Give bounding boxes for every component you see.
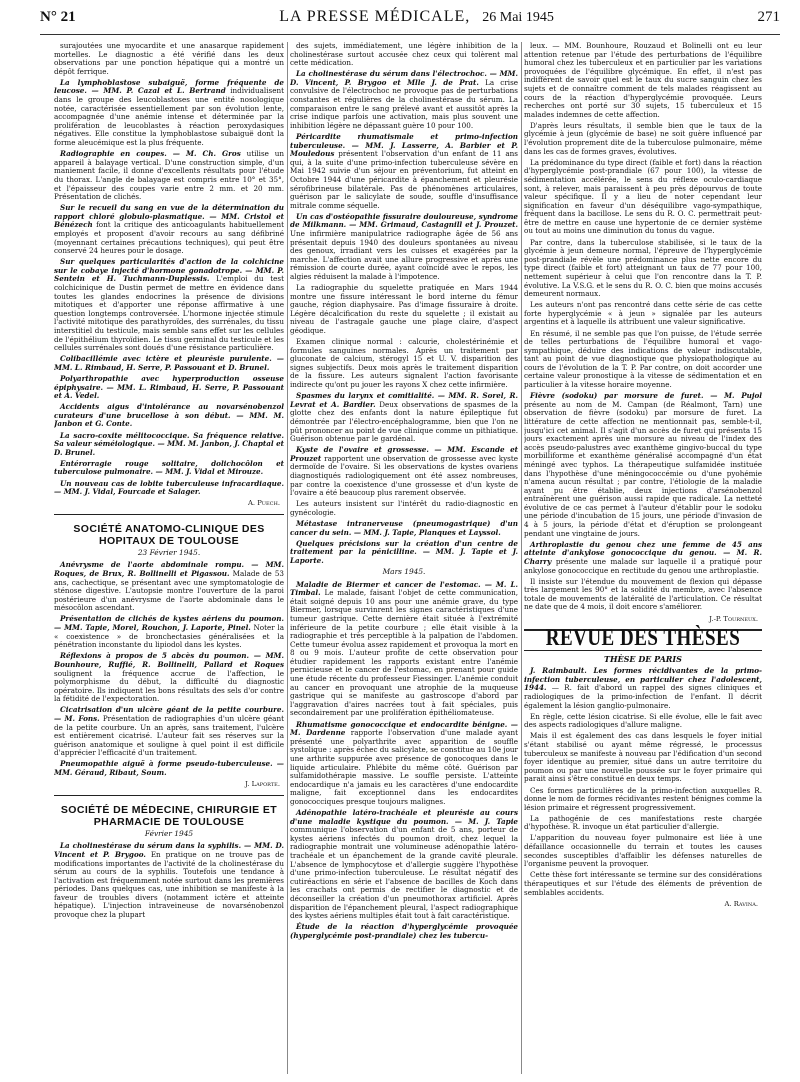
communication	[290, 284, 518, 336]
communication	[290, 500, 518, 517]
communication	[54, 403, 284, 429]
column-divider	[521, 42, 522, 1074]
communication-title: La cholinestérase du sérum dans la syphilis. — MM. D. Vincent et P. Brygoo.	[54, 841, 284, 859]
paragraphs	[524, 122, 762, 390]
communication-title: Colibacillémie avec ictère et pleurésie purulente. — MM. L. Rimbaud, H. Serre, P. Passouant et D. Brunel.	[54, 354, 284, 372]
section-title: SOCIÉTÉ ANATOMO-CLINIQUE DES HOPITAUX DE TOULOUSE	[73, 522, 265, 547]
communication-body: présentent l'observation d'un enfant de 11 ans qui, à la suite d'une primo-infection tuberculeuse sévère en Mai 1942 suivie d'un séjour en préventorium, fut atteint en Octobre 1944 d'une péricardite à épanchement et pleurésie sérofibrineuse bilatérale. Pas de phénomènes articulaires, guérison par le salicylate de soude, souffle d'insuffisance mitrale comme séquelle.	[290, 149, 518, 210]
communication-title: Un nouveau cas de lobite tuberculeuse infracardiaque. — MM. J. Vidal, Fourcade et Salager.	[54, 478, 284, 497]
communication	[54, 652, 284, 704]
session-date: 23 Février 1945.	[137, 547, 201, 557]
session-date: Mars 1945.	[382, 566, 426, 576]
column-divider	[287, 42, 288, 1074]
communication-title: La lymphoblastose subaiguë, forme fréquente de leucose. — MM. P. Cazal et L. Bertrand	[54, 77, 284, 96]
paragraph: surajoutées une myocardite et une anasarque rapidement mortelles. Le diagnostic a été vérifié dans les deux observations par une ponction hépatique qui a montré un dépôt ferrique.	[54, 42, 284, 76]
paragraph: D'après leurs résultats, il semble bien que le taux de la glycémie à jeun (glycémie de base) ne soit guère influencé par l'évolution proprement dite de la tuberculose pulmonaire, même dans les cas de formes graves, évolutives.	[524, 120, 762, 156]
communications-list	[524, 392, 762, 612]
communication	[290, 446, 518, 498]
communication-body: La radiographie du squelette pratiquée en Mars 1944 montre une fissure intéressant le bord interne du fémur gauche, région diaphysaire. Pas d'image fissuraire à droite. Légère décalcification du reste du squelette ; il existait au niveau de l'astragale gauche une plage claire, d'aspect géodique.	[290, 283, 518, 335]
communication-title: Sur quelques particularités d'action de la colchicine sur le cobaye injecté d'hormone gonadotrope. — MM. P. Sentein et H. Tuchmann-Duplessis.	[54, 257, 284, 284]
communication	[54, 355, 284, 372]
communication	[290, 133, 518, 210]
communication-body: soulignent la fréquence accrue de l'affection, le polymorphisme du début, la difficulté du diagnostic opératoire. Ils indiquent les bons résultats des sels d'or contre la fétidité de l'expectoration.	[54, 668, 284, 704]
signature: A. Puech.	[247, 499, 280, 508]
communications-list	[290, 70, 518, 565]
communication-title: Radiographie en coupes. — M. Ch. Gros	[60, 149, 241, 159]
issue-number: N° 21	[40, 9, 76, 25]
communication	[290, 338, 518, 390]
communication	[54, 706, 284, 758]
communication-title: Fièvre (sodoku) par morsure de furet. — M. Pujol	[530, 391, 762, 401]
communication-title: Rhumatisme gonococcique et endocardite bénigne. — M. Dardenne	[290, 719, 518, 738]
communication	[54, 432, 284, 458]
issue-date: 26 Mai 1945	[482, 10, 554, 25]
communication-body: Noter la « coexistence » de bronchectasies généralisées et la pénétration inconstante du lipiodol dans les kystes.	[54, 623, 284, 650]
session-date: Février 1945	[144, 828, 194, 838]
communication	[290, 809, 518, 921]
section-rule	[54, 795, 284, 796]
journal-masthead	[279, 8, 554, 26]
communication-body: rapporte l'observation d'une malade ayant présenté une polyarthrite avec apparition de souffle systolique : après échec du salicylate, se constitue au 10e jour une arthrite suppurée avec présence de gonocoques dans le liquide articulaire. Phlébite du même côté. Guérison par sulfamidothérapie massive. Le souffle persiste. L'atteinte endocardique n'a jamais eu les caractères d'une endocardite maligne, fait exceptionnel dans les endocardites gonococciques presque toujours malignes.	[290, 728, 518, 806]
column-3	[524, 42, 762, 1078]
communication-title: Cicatrisation d'un ulcère géant de la petite courbure. — M. Fons.	[54, 705, 284, 723]
communication-body: présente au nom de M. Campan (de Réalmont, Tarn) une observation de fièvre (sodoku) par morsure de furet. La littérature de cette affection ne mentionnait pas, semble-t-il, jusqu'ici cet animal. Il s'agit d'un accès de furet qui présenta 15 jours exactement après une morsure au niveau de l'index des accès pseudo-palustres avec exanthème gingivo-buccal du type morbilliforme et exanthème généralisé accompagné d'un état méningé avec typhos. La thérapeutique sulfamidée instituée dans l'hypothèse d'une méningococcémie ou d'une pyohémie n'amena aucun résultat ; par contre, l'étiologie de la maladie ayant pu être établie, deux injections d'arsénobenzol entraînèrent une guérison aussi rapide que radicale. La netteté évolutive de ce cas permet à l'auteur d'établir pour le sodoku une période d'incubation de 15 jours, une période d'invasion de 4 à 5 jours, la période d'état et d'éruption se prolongeant pendant une vingtaine de jours.	[524, 399, 762, 538]
paragraph: Par contre, dans la tuberculose stabilisée, si le taux de la glycémie à jeun demeure normal, l'épreuve de l'hyperglycémie post-prandiale révèle une prédominance plus nette encore du type direct (faible et fort) atteignant un taux de 77 pour 100, nettement supérieur à celui que l'on rencontre dans la T. P. évolutive. La V.S.G. et le sens du R. O. C. bien que moins accusés demeurent normaux.	[524, 237, 762, 299]
communication-body: communique l'observation d'un enfant de 5 ans, porteur de kystes aériens infectés du poumon droit, chez lequel la radiographie montrait une volumineuse adénopathie latéro-trachéale et un épanchement de la grande cavité pleurale. L'absence de lymphocytose et d'allergie suggère l'hypothèse d'une primo-infection tuberculeuse. Le résultat négatif des cutiréactions en série et l'absence de bacilles de Koch dans les crachats ont permis de rectifier le diagnostic et de déconseiller la création d'un pneumothorax artificiel. Après disparition de l'épanchement pleural, l'aspect radiographique des kystes aériens multiples était tout à fait caractéristique.	[290, 825, 518, 921]
communication	[54, 79, 284, 148]
paragraph: Ces formes particulières de la primo-infection auxquelles R. donne le nom de formes récidivantes restent bénignes comme la lésion primaire et régressent progressivement.	[524, 785, 762, 812]
communication	[524, 578, 762, 612]
communication-body: Présentation de radiographies d'un ulcère géant de la petite courbure. Un an après, sans traitement, l'ulcère est entièrement cicatrisé. L'auteur fait ses réserves sur la guérison anatomique et souligne à quel point il est difficile d'apprécier l'efficacité d'un traitement.	[54, 713, 284, 758]
signature: J.-P. Tourneux.	[709, 614, 758, 623]
paragraph: Cette thèse fort intéressante se termine sur des considérations thérapeutiques et sur l'étude des éléments de prévention de semblables accidents.	[524, 870, 762, 897]
communication-body: rapportent une observation de grossesse avec kyste dermoïde de l'ovaire. Si les observations de kystes ovariens diagnostiqués radiologiquement ont été assez nombreuses, par contre la coexistence d'une grossesse et d'un kyste de l'ovaire a été beaucoup plus rarement observée.	[290, 453, 518, 498]
paragraph: leux. — MM. Bounhoure, Rouzaud et Bolinelli ont eu leur attention retenue par l'étude des perturbations de l'équilibre humoral chez les tuberculeux et en particulier par les variations provoquées de l'équilibre glycémique. En effet, il n'est pas indifférent de savoir quel est le taux du sucre sanguin chez les sujets et de connaître comment de tels malades réagissent au cours de la réaction d'hyperglycémie provoquée. Leurs recherches ont porté sur 30 sujets, 15 tuberculeux et 15 malades indemnes de cette affection.	[524, 42, 762, 119]
paragraph: Les auteurs n'ont pas rencontré dans cette série de cas cette forte hyperglycémie « à jeun » signalée par les auteurs argentins et à laquelle ils attribuent une valeur significative.	[524, 300, 762, 327]
communication-body: utilise un appareil à balayage vertical. D'une construction simple, d'un maniement facile, il donne d'excellents résultats pour l'étude du thorax. L'angle de balayage est compris entre 10° et 35°, et l'épaisseur des coupes varie entre 2 mm. et 20 mm. Présentation de clichés.	[54, 149, 284, 202]
communication	[290, 540, 518, 566]
communication-title: Un cas d'ostéopathie fissuraire douloureuse, syndrome de Milkmann. — MM. Grimaud, Castagnill et J. Prouzet.	[290, 211, 518, 230]
communication	[290, 721, 518, 807]
communication-title: Réflexions à propos de 5 abcès du poumon. — MM. Bounhoure, Ruffié, R. Bollinelli, Pallard et Roques	[54, 651, 284, 669]
communication-title: La cholinestérase du sérum dans l'électrochoc. — MM. D. Vincent, P. Brygoo et Mlle J. de Prat.	[290, 69, 518, 87]
communication	[54, 204, 284, 256]
paragraph: L'apparition du nouveau foyer pulmonaire est liée à une défaillance occasionnelle du terrain et toutes les causes secondes susceptibles d'affaiblir les défenses naturelles de l'organisme peuvent la provoquer.	[524, 833, 762, 869]
communication	[290, 70, 518, 130]
communication-title: Sur le recueil du sang en vue de la détermination du rapport chloré globulo-plasmatique. — MM. Cristol et Bénézech	[54, 203, 284, 230]
communication-title: Adénopathie latéro-trachéale et pleurésie au cours d'une maladie kystique du poumon. — M. J. Tapie	[290, 807, 518, 826]
communication	[290, 392, 518, 444]
communication	[524, 392, 762, 538]
communication	[524, 541, 762, 575]
thesis-title: J. Raimbault. Les formes récidivantes de la primo-infection tuberculeuse, en particulier chez l'adolescent, 1944.	[524, 666, 762, 693]
communication	[54, 375, 284, 401]
communication-title: Maladie de Biermer et cancer de l'estomac. — M. L. Timbal.	[290, 579, 518, 598]
communications-list	[54, 561, 284, 777]
communication-title: Arthroplastie du genou chez une femme de 45 ans atteinte d'ankylose gonococcique du genou. — M. R. Charry	[524, 539, 762, 566]
communication-body: Examen clinique normal : calcurie, cholestérinémie et formules sanguines normales. Après un traitement par gluconate de calcium, stérogyl 15 et U. V. disparition des signes subjectifs. Deux mois après le traitement disparition de la fissure. Les auteurs signalent l'action favorisante indirecte qu'ont pu jouer les rayons X chez cette infirmière.	[290, 337, 518, 390]
communication-title: Accidents aigus d'intolérance au novarsénobenzol curateurs d'une brucellose à son début. — MM. M. Janbon et G. Conte.	[54, 402, 284, 429]
communication	[54, 842, 284, 919]
communication-title: Anévrysme de l'aorte abdominale rompu. — MM. Roques, de Brux, R. Bollinelli et Pigassou.	[54, 560, 284, 578]
section-title: SOCIÉTÉ DE MÉDECINE, CHIRURGIE ET PHARMACIE DE TOULOUSE	[60, 803, 278, 828]
communication-body: Il insiste sur l'étendue du mouvement de flexion qui dépasse très largement les 90° et la solidité du membre, avec l'absence totale de mouvements de latéralité de l'articulation. Ce résultat ne date que de 4 mois, il doit encore s'améliorer.	[524, 576, 762, 612]
thesis-entry	[524, 667, 762, 710]
communication-body: Malade de 53 ans, cachectique, se présentant avec une symptomatologie de sténose digestive. L'autopsie montre l'ouverture de la paroi postérieure d'un anévrysme de l'aorte abdominale dans le mésocôlon ascendant.	[54, 568, 284, 613]
communication	[54, 760, 284, 777]
communication-title: La sacro-coxite mélitococcique. Sa fréquence relative. Sa valeur séméiologique. — MM. M. Janbon, J. Chaptal et D. Brunel.	[54, 430, 284, 457]
thesis-body: — R. fait d'abord un rappel des signes cliniques et radiologiques de la primo-infection de l'enfant. Il décrit également la lésion ganglio-pulmonaire.	[524, 683, 762, 710]
communication-title: Péricardite rhumatismale et primo-infection tuberculeuse. — MM. J. Lasserre, A. Barbier et P. Mouledous	[290, 131, 518, 159]
communication-body: La crise convulsive de l'électrochoc ne provoque pas de perturbations constantes et régulières de la cholinestérase du sérum. La comparaison entre le sang prélevé avant et aussitôt après la crise indique parfois une activation, mais plus souvent une inhibition légère ne dépassant guère 10 pour 100.	[290, 77, 518, 130]
header-rule	[40, 34, 780, 35]
page-header	[40, 8, 780, 34]
communication-body: individualisent dans le groupe des leucoblastoses une entité nosologique notée, caractérisée essentiellement par son évolution lente, accompagnée d'une anémie intense et déterminée par la prolifération de leucoblastes à réaction peroxydasiques négatives. Elle constitue la lymphoblastose subaiguë dont la forme aleucémique est la plus fréquente.	[54, 86, 284, 148]
communication	[54, 561, 284, 613]
paragraph: La prédominance du type direct (faible et fort) dans la réaction d'hyperglycémie post-prandiale (67 pour 100), la vitesse de sédimentation accélérée, le sens du réflexe oculo-cardiaque sont, à relever, mais paraissent à peu près dépourvus de toute valeur spécifique. Il y a lieu de noter cependant leur signification en faveur d'un déséquilibre vago-sympathique, fréquent dans la bacillose. Le sens du R. O. C. permettrait peut-être de mettre en cause une hypertonie de ce dernier système ou tout au moins une diminution du tonus du vague.	[524, 157, 762, 236]
communication-body: font la critique des anticoagulants habituellement employés et proposent d'avoir recours au sang défibriné (moyennant certaines précautions techniques), qui peut être conservé 24 heures pour le dosage.	[54, 220, 284, 256]
communication	[290, 923, 518, 940]
communication	[290, 581, 518, 719]
communication-title: Étude de la réaction d'hyperglycémie provoquée (hyperglycémie post-prandiale) chez les tubercu-	[290, 922, 518, 940]
communication-title: Kyste de l'ovaire et grossesse. — MM. Escande et Prouzet	[290, 445, 518, 463]
communication	[290, 213, 518, 282]
section-rule	[54, 514, 284, 515]
communication	[54, 460, 284, 477]
communication	[54, 258, 284, 353]
page-number: 271	[757, 9, 780, 25]
communication	[54, 150, 284, 202]
communication-body: Une infirmière manipulatrice radiographe âgée de 56 ans présentait depuis 1940 des douleurs spontanées au niveau des genoux, irradiant vers les cuisses et exagérées par la marche. L'affection avait une allure progressive et après une rémission de courte durée, ayant coïncidé avec le repos, les algies réduisent la malade à l'impotence.	[290, 228, 518, 281]
signature: J. Laporte.	[245, 780, 280, 789]
communication-title: Quelques précisions sur la création d'un centre de traitement par la pénicilline. — MM. J. Tapie et J. Laporte.	[290, 538, 518, 565]
paragraph: En règle, cette lésion cicatrise. Si elle évolue, elle le fait avec des aspects radiologiques d'allure maligne.	[524, 711, 762, 730]
paragraph: Mais il est également des cas dans lesquels le foyer initial s'étant stabilisé ou ayant même régressé, le processus tuberculeux se manifeste à nouveau par l'édification d'un second foyer identique au premier, situé dans un autre territoire du poumon ou par une nouvelle poussée sur le foyer primaire qui parait ainsi s'être constitué en deux temps.	[524, 731, 762, 784]
paragraph: des sujets, immédiatement, une légère inhibition de la cholinestérase surtout accusée chez ceux qui tolèrent mal cette médication.	[290, 42, 518, 68]
communication-title: Présentation de clichés de kystes aériens du poumon. — MM. Tapie, Morel, Rouchon, J. Laporte, Pinel.	[54, 614, 284, 633]
communication-body: présente une malade sur laquelle il a pratiqué pour ankylose gonococcique en rectitude du genou une arthroplastie.	[524, 556, 762, 575]
communication-body: Deux observations de spasmes de la glotte chez des enfants dont la nature épileptique fut démontrée par l'électro-encéphalogramme, bien que l'on ne pût prononcer au point de vue clinique comme un pithiatique. Guérison obtenue par le gardénal.	[290, 399, 518, 444]
communications-list	[290, 581, 518, 941]
column-1	[54, 42, 284, 1078]
communication-body: Le malade, faisant l'objet de cette communication, était soigné depuis 10 ans pour une anémie grave, du type Biermer, lorsque survinrent les signes caractéristiques d'une tumeur gastrique. Cette dernière était située à l'extrémité inférieure de la petite courbure ; elle était visible à la radiographie et très perceptible à la palpation de l'abdomen. Cette tumeur évolua assez rapidement et provoqua la mort en 8 ou 9 mois. L'auteur profite de cette observation pour étudier rapidement les rapports existant entre l'anémie pernicieuse et le cancer de l'estomac, en prenant pour guide une étude récente du professeur Fiessinger. L'anémie conduit au cancer en provoquant une atrophie de la muqueuse gastrique qui se manifeste au gastroscope d'abord par l'aggravation d'aires nacrées tout à fait spéciales, puis secondairement par une prolifération épithéliomateuse.	[290, 588, 518, 718]
communication	[290, 520, 518, 537]
journal-title: LA PRESSE MÉDICALE,	[279, 8, 471, 25]
communication-title: Spasmes du larynx et comitialité. — MM. R. Sorel, R. Levrat et A. Bardier.	[290, 391, 518, 409]
communication-title: Métastase intranerveuse (pneumogastrique) d'un cancer du sein. — MM. J. Tapie, Planques et Layssol.	[290, 518, 518, 537]
paragraph: La pathogénie de ces manifestations reste chargée d'hypothèse. R. invoque un état particulier d'allergie.	[524, 813, 762, 832]
review-section-title: REVUE DES THÈSES	[545, 625, 741, 652]
signature: A. Ravina.	[724, 899, 758, 908]
column-2	[290, 42, 518, 1078]
communication-body: En pratique on ne trouve pas de modifications importantes de l'activité de la cholinestérase du sérum au cours de la syphilis. Toutefois une tendance à l'activation est fréquemment notée surtout dans les premières périodes. Dans quelques cas, une inhibition se manifeste à la faveur de troubles divers (notamment ictère et atteinte hépatique). L'injection intraveineuse de novarsénobenzol provoque chez la plupart	[54, 849, 284, 920]
communication-body: Les auteurs insistent sur l'intérêt du radio-diagnostic en gynécologie.	[290, 499, 518, 517]
communication	[54, 615, 284, 649]
paragraphs	[524, 713, 762, 897]
communication	[54, 480, 284, 497]
paragraph: En résumé, il ne semble pas que l'on puisse, de l'étude serrée de telles perturbations de l'équilibre humoral et vago-sympathique, déduire des indications de valeur indiscutable, tant au point de vue diagnostique que physiopathologique au cours de l'évolution de la T. P. Par contre, on doit accorder une certaine valeur pronostique à la vitesse de sédimentation et en particulier à la vitesse horaire moyenne.	[524, 328, 762, 390]
review-subtitle: THÈSE DE PARIS	[604, 653, 682, 664]
communications-list	[54, 79, 284, 497]
communication-title: Pneumopathie aiguë à forme pseudo-tuberculeuse. — MM. Géraud, Ribaut, Soum.	[54, 759, 284, 778]
communication-body: L'emploi du test colchicinique de Dustin permet de mettre en évidence dans toutes les glandes endocrines la présence de divisions mitotiques et d'apporter une réponse affirmative à une question longtemps controversée. L'hormone injectée stimule l'activité mitotique des parathyroïdes, des surrénales, du tissu interstitiel du testicule, mais semble sans effet sur les cellules de l'épithélium thyroïdien. Le tissu germinal du testicule et les cellules surrénales sont doués d'une résistance particulière.	[54, 274, 284, 353]
communication-title: Polyarthropathie avec hyperproduction osseuse épiphysaire. — MM. L. Rimbaud, H. Serre, P. Passouant et A. Vedel.	[54, 373, 284, 401]
communication-title: Entérorragie rouge solitaire, dolichocôlon et tuberculose pulmonaire. — MM. J. Vidal et Mirouze.	[54, 458, 284, 477]
